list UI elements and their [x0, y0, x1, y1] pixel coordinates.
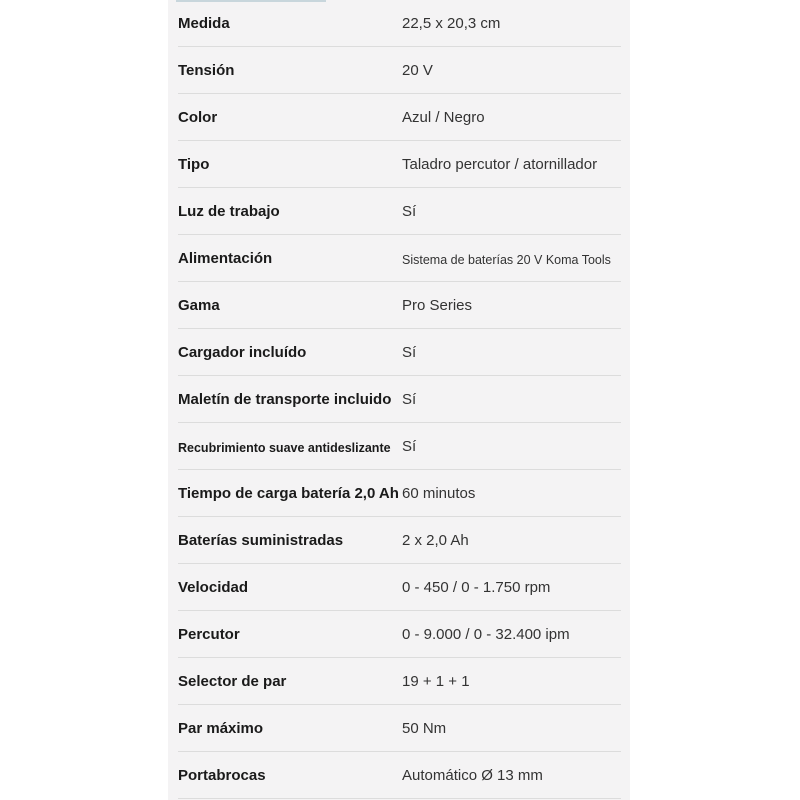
- spec-value: 19 + 1 + 1: [402, 673, 470, 690]
- spec-label: Velocidad: [178, 579, 249, 596]
- spec-row: [178, 188, 621, 235]
- spec-value: Sí: [402, 344, 417, 361]
- spec-label: Gama: [178, 297, 220, 314]
- spec-value: Sí: [402, 203, 417, 220]
- spec-value: Pro Series: [402, 297, 473, 314]
- spec-row: [178, 94, 621, 141]
- spec-value: 2 x 2,0 Ah: [402, 532, 469, 549]
- spec-row: [178, 658, 621, 705]
- spec-label: Percutor: [178, 626, 240, 643]
- spec-row: [178, 282, 621, 329]
- spec-value: Azul / Negro: [402, 109, 485, 126]
- spec-label: Maletín de transporte incluido: [178, 391, 392, 408]
- spec-row: [178, 235, 621, 282]
- spec-label: Medida: [178, 15, 230, 32]
- spec-row: [178, 564, 621, 611]
- spec-label: Tiempo de carga batería 2,0 Ah: [178, 485, 399, 502]
- specs-table: [178, 0, 621, 799]
- spec-row: [178, 47, 621, 94]
- spec-value: Sí: [402, 438, 417, 455]
- spec-value: Sistema de baterías 20 V Koma Tools: [402, 253, 611, 267]
- spec-label: Cargador incluído: [178, 344, 307, 361]
- spec-row: [178, 0, 621, 47]
- spec-value: 0 - 450 / 0 - 1.750 rpm: [402, 579, 551, 596]
- specs-panel: [168, 0, 630, 800]
- spec-label: Color: [178, 109, 218, 126]
- spec-label: Baterías suministradas: [178, 532, 344, 549]
- spec-value: 50 Nm: [402, 720, 447, 737]
- spec-value: Automático Ø 13 mm: [402, 767, 543, 784]
- spec-row: [178, 470, 621, 517]
- spec-label: Recubrimiento suave antideslizante: [178, 441, 391, 455]
- spec-value: 0 - 9.000 / 0 - 32.400 ipm: [402, 626, 570, 643]
- spec-row: [178, 376, 621, 423]
- spec-label: Selector de par: [178, 673, 287, 690]
- spec-value: Sí: [402, 391, 417, 408]
- spec-row: [178, 752, 621, 799]
- spec-label: Luz de trabajo: [178, 203, 280, 220]
- spec-row: [178, 329, 621, 376]
- spec-label: Portabrocas: [178, 767, 266, 784]
- spec-label: Tensión: [178, 62, 235, 79]
- spec-label: Tipo: [178, 156, 210, 173]
- spec-value: 60 minutos: [402, 485, 476, 502]
- spec-label: Par máximo: [178, 720, 264, 737]
- spec-row: [178, 611, 621, 658]
- spec-value: 22,5 x 20,3 cm: [402, 15, 501, 32]
- spec-row: [178, 423, 621, 470]
- spec-value: 20 V: [402, 62, 433, 79]
- spec-row: [178, 705, 621, 752]
- spec-label: Alimentación: [178, 250, 273, 267]
- spec-row: [178, 517, 621, 564]
- spec-row: [178, 141, 621, 188]
- spec-value: Taladro percutor / atornillador: [402, 156, 598, 173]
